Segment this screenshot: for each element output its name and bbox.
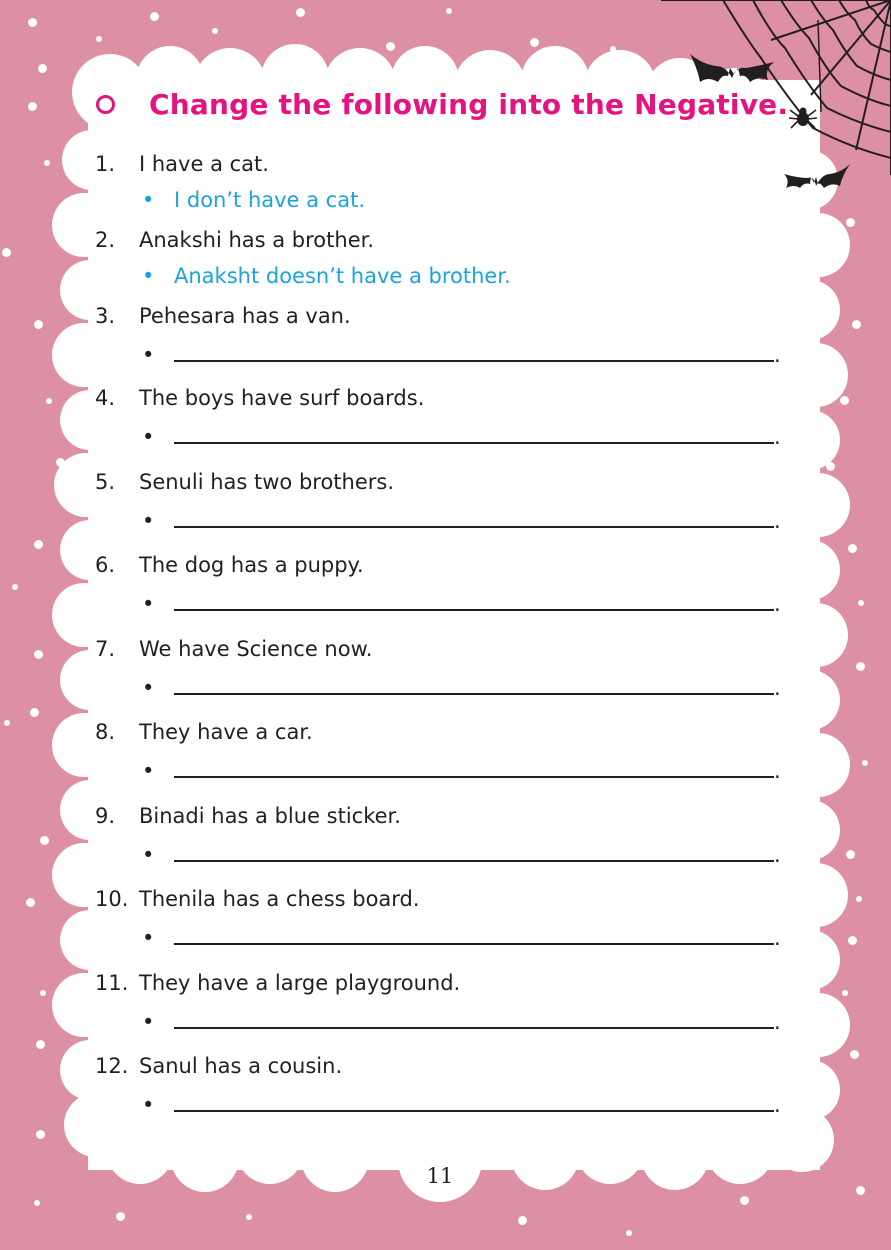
answer-bullet: • [142,759,155,783]
answer-blank[interactable] [142,758,781,783]
answer-bullet: • [142,926,155,950]
question-text: We have Science now. [139,637,373,661]
answer-blank[interactable] [142,424,781,449]
answer-bullet: • [142,592,155,616]
answer-period: . [774,592,781,616]
answer-line[interactable] [174,1092,774,1112]
answer-blank[interactable] [142,675,781,700]
answer-period: . [774,676,781,700]
question-number: 8. [95,720,116,744]
question-number: 4. [95,386,116,410]
question-item [95,152,269,176]
question-item [95,553,364,577]
answer-bullet: • [142,343,155,367]
page-title: Change the following into the Negative. [149,88,789,121]
circle-bullet-icon [96,95,115,114]
page-number: 11 [426,1164,454,1188]
question-number: 10. [95,887,129,911]
question-number: 2. [95,228,116,252]
answer-text: Anaksht doesn’t have a brother. [174,264,511,288]
question-item [95,971,460,995]
answer-line[interactable] [174,591,774,611]
answer-period: . [774,1010,781,1034]
answer-blank[interactable] [142,1009,781,1034]
question-text: They have a large playground. [139,971,461,995]
answer-bullet: • [142,509,155,533]
question-item [95,228,374,252]
answer-example [142,188,365,212]
question-item [95,637,373,661]
answer-period: . [774,343,781,367]
question-item [95,720,313,744]
question-number: 7. [95,637,116,661]
question-number: 11. [95,971,129,995]
question-number: 1. [95,152,116,176]
question-number: 9. [95,804,116,828]
answer-period: . [774,926,781,950]
question-number: 6. [95,553,116,577]
question-text: Senuli has two brothers. [139,470,395,494]
answer-bullet: • [142,188,155,212]
question-item [95,887,420,911]
question-text: The boys have surf boards. [139,386,425,410]
answer-line[interactable] [174,675,774,695]
question-text: Sanul has a cousin. [139,1054,343,1078]
answer-line[interactable] [174,424,774,444]
answer-period: . [774,843,781,867]
section-header [96,88,788,121]
answer-bullet: • [142,843,155,867]
question-text: Pehesara has a van. [139,304,351,328]
answer-line[interactable] [174,842,774,862]
question-text: Thenila has a chess board. [139,887,420,911]
question-item [95,470,394,494]
answer-line[interactable] [174,758,774,778]
question-item [95,386,424,410]
question-text: The dog has a puppy. [139,553,364,577]
answer-period: . [774,1093,781,1117]
answer-line[interactable] [174,508,774,528]
question-item [95,804,401,828]
answer-blank[interactable] [142,842,781,867]
answer-bullet: • [142,676,155,700]
answer-period: . [774,759,781,783]
question-text: They have a car. [139,720,313,744]
answer-period: . [774,509,781,533]
answer-blank[interactable] [142,342,781,367]
answer-text: I don’t have a cat. [174,188,366,212]
answer-example [142,264,511,288]
answer-blank[interactable] [142,1092,781,1117]
question-text: Binadi has a blue sticker. [139,804,401,828]
answer-bullet: • [142,1010,155,1034]
question-number: 3. [95,304,116,328]
question-number: 12. [95,1054,129,1078]
question-number: 5. [95,470,116,494]
answer-line[interactable] [174,342,774,362]
question-item [95,304,351,328]
answer-bullet: • [142,425,155,449]
answer-blank[interactable] [142,508,781,533]
answer-bullet: • [142,264,155,288]
answer-line[interactable] [174,1009,774,1029]
answer-bullet: • [142,1093,155,1117]
spider-icon [788,106,818,132]
bat-icon [784,162,854,202]
answer-period: . [774,425,781,449]
answer-blank[interactable] [142,925,781,950]
question-item [95,1054,342,1078]
question-text: Anakshi has a brother. [139,228,374,252]
answer-line[interactable] [174,925,774,945]
question-text: I have a cat. [139,152,269,176]
answer-blank[interactable] [142,591,781,616]
